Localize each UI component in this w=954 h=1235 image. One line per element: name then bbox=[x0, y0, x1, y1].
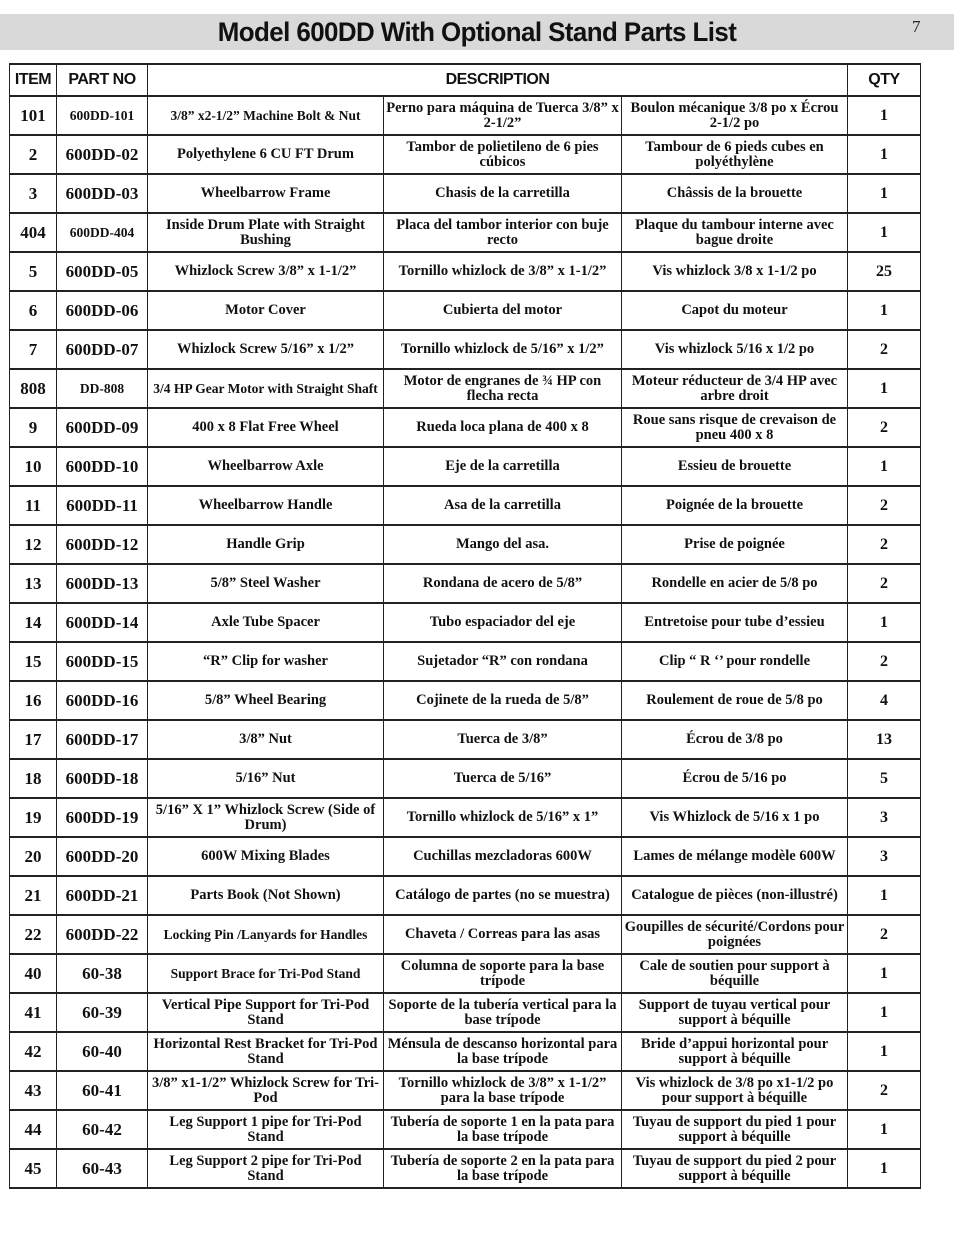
table-row bbox=[10, 1032, 921, 1071]
part-number-cell: 600DD-07 bbox=[57, 330, 148, 369]
quantity-cell: 3 bbox=[848, 837, 921, 876]
description-english-cell: Handle Grip bbox=[148, 525, 384, 564]
table-row bbox=[10, 681, 921, 720]
description-spanish-cell: Cuchillas mezcladoras 600W bbox=[384, 837, 622, 876]
description-english-cell: Inside Drum Plate with Straight Bushing bbox=[148, 213, 384, 252]
description-spanish-cell: Placa del tambor interior con buje recto bbox=[384, 213, 622, 252]
description-french-cell: Tuyau de support du pied 2 pour support à béquille bbox=[622, 1149, 848, 1188]
item-cell: 9 bbox=[10, 408, 57, 447]
description-spanish-cell: Chaveta / Correas para las asas bbox=[384, 915, 622, 954]
description-spanish-cell: Rondana de acero de 5/8” bbox=[384, 564, 622, 603]
item-cell: 18 bbox=[10, 759, 57, 798]
item-cell: 16 bbox=[10, 681, 57, 720]
description-spanish-cell: Perno para máquina de Tuerca 3/8” x 2-1/2” bbox=[384, 96, 622, 135]
quantity-cell: 2 bbox=[848, 915, 921, 954]
description-french-cell: Rondelle en acier de 5/8 po bbox=[622, 564, 848, 603]
item-cell: 42 bbox=[10, 1032, 57, 1071]
item-cell: 7 bbox=[10, 330, 57, 369]
item-cell: 45 bbox=[10, 1149, 57, 1188]
description-french-cell: Écrou de 5/16 po bbox=[622, 759, 848, 798]
description-english-cell: Whizlock Screw 5/16” x 1/2” bbox=[148, 330, 384, 369]
quantity-cell: 4 bbox=[848, 681, 921, 720]
description-english-cell: “R” Clip for washer bbox=[148, 642, 384, 681]
part-number-cell: 60-39 bbox=[57, 993, 148, 1032]
part-number-cell: 600DD-15 bbox=[57, 642, 148, 681]
item-cell: 15 bbox=[10, 642, 57, 681]
description-english-cell: Wheelbarrow Axle bbox=[148, 447, 384, 486]
table-row bbox=[10, 213, 921, 252]
item-cell: 20 bbox=[10, 837, 57, 876]
table-row bbox=[10, 564, 921, 603]
quantity-cell: 1 bbox=[848, 876, 921, 915]
description-french-cell: Catalogue de pièces (non-illustré) bbox=[622, 876, 848, 915]
description-french-cell: Support de tuyau vertical pour support à béquille bbox=[622, 993, 848, 1032]
quantity-cell: 1 bbox=[848, 291, 921, 330]
quantity-cell: 2 bbox=[848, 486, 921, 525]
description-spanish-cell: Tambor de polietileno de 6 pies cúbicos bbox=[384, 135, 622, 174]
item-cell: 17 bbox=[10, 720, 57, 759]
item-cell: 22 bbox=[10, 915, 57, 954]
item-cell: 101 bbox=[10, 96, 57, 135]
description-spanish-cell: Tubería de soporte 2 en la pata para la base trípode bbox=[384, 1149, 622, 1188]
description-french-cell: Roulement de roue de 5/8 po bbox=[622, 681, 848, 720]
table-row bbox=[10, 837, 921, 876]
description-french-cell: Clip “ R ‘’ pour rondelle bbox=[622, 642, 848, 681]
description-spanish-cell: Asa de la carretilla bbox=[384, 486, 622, 525]
description-french-cell: Entretoise pour tube d’essieu bbox=[622, 603, 848, 642]
quantity-cell: 1 bbox=[848, 954, 921, 993]
description-french-cell: Vis whizlock de 3/8 po x1-1/2 po pour support à béquille bbox=[622, 1071, 848, 1110]
description-french-cell: Châssis de la brouette bbox=[622, 174, 848, 213]
page-title: Model 600DD With Optional Stand Parts List bbox=[217, 17, 737, 47]
item-cell: 44 bbox=[10, 1110, 57, 1149]
part-number-cell: DD-808 bbox=[57, 369, 148, 408]
table-row bbox=[10, 408, 921, 447]
description-english-cell: 5/16” Nut bbox=[148, 759, 384, 798]
part-number-cell: 600DD-101 bbox=[57, 96, 148, 135]
description-spanish-cell: Chasis de la carretilla bbox=[384, 174, 622, 213]
description-french-cell: Tuyau de support du pied 1 pour support à béquille bbox=[622, 1110, 848, 1149]
part-number-cell: 60-42 bbox=[57, 1110, 148, 1149]
table-row bbox=[10, 1149, 921, 1188]
quantity-cell: 2 bbox=[848, 1071, 921, 1110]
description-french-cell: Tambour de 6 pieds cubes en polyéthylène bbox=[622, 135, 848, 174]
description-french-cell: Plaque du tambour interne avec bague droite bbox=[622, 213, 848, 252]
part-number-cell: 600DD-10 bbox=[57, 447, 148, 486]
table-row bbox=[10, 1110, 921, 1149]
description-spanish-cell: Cubierta del motor bbox=[384, 291, 622, 330]
description-english-cell: Motor Cover bbox=[148, 291, 384, 330]
quantity-cell: 13 bbox=[848, 720, 921, 759]
description-french-cell: Roue sans risque de crevaison de pneu 400 x 8 bbox=[622, 408, 848, 447]
item-cell: 2 bbox=[10, 135, 57, 174]
description-english-cell: Horizontal Rest Bracket for Tri-Pod Stand bbox=[148, 1032, 384, 1071]
parts-table bbox=[9, 63, 921, 1189]
table-row bbox=[10, 486, 921, 525]
part-number-cell: 600DD-02 bbox=[57, 135, 148, 174]
quantity-cell: 2 bbox=[848, 642, 921, 681]
table-row bbox=[10, 174, 921, 213]
description-spanish-cell: Rueda loca plana de 400 x 8 bbox=[384, 408, 622, 447]
item-cell: 11 bbox=[10, 486, 57, 525]
description-spanish-cell: Tubo espaciador del eje bbox=[384, 603, 622, 642]
description-english-cell: 3/8” x1-1/2” Whizlock Screw for Tri-Pod bbox=[148, 1071, 384, 1110]
part-number-cell: 600DD-19 bbox=[57, 798, 148, 837]
description-english-cell: Vertical Pipe Support for Tri-Pod Stand bbox=[148, 993, 384, 1032]
item-cell: 14 bbox=[10, 603, 57, 642]
description-english-cell: Polyethylene 6 CU FT Drum bbox=[148, 135, 384, 174]
description-french-cell: Bride d’appui horizontal pour support à béquille bbox=[622, 1032, 848, 1071]
quantity-cell: 1 bbox=[848, 603, 921, 642]
description-english-cell: Wheelbarrow Handle bbox=[148, 486, 384, 525]
quantity-cell: 2 bbox=[848, 564, 921, 603]
description-english-cell: Whizlock Screw 3/8” x 1-1/2” bbox=[148, 252, 384, 291]
table-row bbox=[10, 369, 921, 408]
quantity-cell: 1 bbox=[848, 96, 921, 135]
part-number-cell: 600DD-18 bbox=[57, 759, 148, 798]
description-spanish-cell: Ménsula de descanso horizontal para la base trípode bbox=[384, 1032, 622, 1071]
table-row bbox=[10, 915, 921, 954]
description-english-cell: Wheelbarrow Frame bbox=[148, 174, 384, 213]
description-french-cell: Essieu de brouette bbox=[622, 447, 848, 486]
quantity-cell: 1 bbox=[848, 213, 921, 252]
description-english-cell: 600W Mixing Blades bbox=[148, 837, 384, 876]
description-spanish-cell: Tornillo whizlock de 3/8” x 1-1/2” bbox=[384, 252, 622, 291]
quantity-cell: 1 bbox=[848, 369, 921, 408]
quantity-cell: 1 bbox=[848, 1032, 921, 1071]
item-cell: 808 bbox=[10, 369, 57, 408]
table-header-row bbox=[10, 64, 921, 96]
description-spanish-cell: Tuerca de 3/8” bbox=[384, 720, 622, 759]
part-number-cell: 60-43 bbox=[57, 1149, 148, 1188]
table-row bbox=[10, 96, 921, 135]
description-french-cell: Prise de poignée bbox=[622, 525, 848, 564]
description-french-cell: Poignée de la brouette bbox=[622, 486, 848, 525]
description-english-cell: 5/16” X 1” Whizlock Screw (Side of Drum) bbox=[148, 798, 384, 837]
description-french-cell: Vis whizlock 3/8 x 1-1/2 po bbox=[622, 252, 848, 291]
part-number-cell: 600DD-12 bbox=[57, 525, 148, 564]
part-number-cell: 60-40 bbox=[57, 1032, 148, 1071]
description-english-cell: 5/8” Steel Washer bbox=[148, 564, 384, 603]
table-row bbox=[10, 759, 921, 798]
description-french-cell: Goupilles de sécurité/Cordons pour poignées bbox=[622, 915, 848, 954]
column-header-part-no: PART NO bbox=[57, 64, 148, 96]
quantity-cell: 1 bbox=[848, 993, 921, 1032]
part-number-cell: 600DD-11 bbox=[57, 486, 148, 525]
quantity-cell: 1 bbox=[848, 447, 921, 486]
table-row bbox=[10, 876, 921, 915]
part-number-cell: 600DD-14 bbox=[57, 603, 148, 642]
quantity-cell: 2 bbox=[848, 330, 921, 369]
description-french-cell: Vis whizlock 5/16 x 1/2 po bbox=[622, 330, 848, 369]
part-number-cell: 60-41 bbox=[57, 1071, 148, 1110]
description-spanish-cell: Tuerca de 5/16” bbox=[384, 759, 622, 798]
column-header-description: DESCRIPTION bbox=[148, 64, 848, 96]
column-header-qty: QTY bbox=[848, 64, 921, 96]
table-row bbox=[10, 954, 921, 993]
item-cell: 43 bbox=[10, 1071, 57, 1110]
part-number-cell: 600DD-404 bbox=[57, 213, 148, 252]
description-spanish-cell: Tubería de soporte 1 en la pata para la base trípode bbox=[384, 1110, 622, 1149]
quantity-cell: 1 bbox=[848, 135, 921, 174]
table-row bbox=[10, 720, 921, 759]
page-number: 7 bbox=[912, 17, 921, 36]
table-row bbox=[10, 525, 921, 564]
column-header-item: ITEM bbox=[10, 64, 57, 96]
item-cell: 21 bbox=[10, 876, 57, 915]
description-english-cell: 400 x 8 Flat Free Wheel bbox=[148, 408, 384, 447]
description-english-cell: Leg Support 1 pipe for Tri-Pod Stand bbox=[148, 1110, 384, 1149]
description-english-cell: Locking Pin /Lanyards for Handles bbox=[148, 915, 384, 954]
description-english-cell: Parts Book (Not Shown) bbox=[148, 876, 384, 915]
description-english-cell: Axle Tube Spacer bbox=[148, 603, 384, 642]
quantity-cell: 1 bbox=[848, 1149, 921, 1188]
part-number-cell: 600DD-09 bbox=[57, 408, 148, 447]
table-row bbox=[10, 993, 921, 1032]
description-spanish-cell: Catálogo de partes (no se muestra) bbox=[384, 876, 622, 915]
item-cell: 10 bbox=[10, 447, 57, 486]
table-row bbox=[10, 798, 921, 837]
item-cell: 13 bbox=[10, 564, 57, 603]
table-row bbox=[10, 135, 921, 174]
quantity-cell: 2 bbox=[848, 525, 921, 564]
part-number-cell: 600DD-13 bbox=[57, 564, 148, 603]
item-cell: 19 bbox=[10, 798, 57, 837]
description-spanish-cell: Columna de soporte para la base trípode bbox=[384, 954, 622, 993]
table-row bbox=[10, 1071, 921, 1110]
table-row bbox=[10, 642, 921, 681]
part-number-cell: 600DD-16 bbox=[57, 681, 148, 720]
part-number-cell: 600DD-05 bbox=[57, 252, 148, 291]
description-spanish-cell: Cojinete de la rueda de 5/8” bbox=[384, 681, 622, 720]
quantity-cell: 3 bbox=[848, 798, 921, 837]
part-number-cell: 600DD-17 bbox=[57, 720, 148, 759]
item-cell: 5 bbox=[10, 252, 57, 291]
description-english-cell: 3/8” Nut bbox=[148, 720, 384, 759]
part-number-cell: 600DD-22 bbox=[57, 915, 148, 954]
quantity-cell: 25 bbox=[848, 252, 921, 291]
description-spanish-cell: Tornillo whizlock de 5/16” x 1” bbox=[384, 798, 622, 837]
item-cell: 404 bbox=[10, 213, 57, 252]
description-english-cell: 5/8” Wheel Bearing bbox=[148, 681, 384, 720]
table-row bbox=[10, 291, 921, 330]
parts-table-body bbox=[10, 96, 921, 1188]
description-english-cell: Leg Support 2 pipe for Tri-Pod Stand bbox=[148, 1149, 384, 1188]
description-spanish-cell: Mango del asa. bbox=[384, 525, 622, 564]
part-number-cell: 600DD-03 bbox=[57, 174, 148, 213]
description-english-cell: 3/8” x2-1/2” Machine Bolt & Nut bbox=[148, 96, 384, 135]
table-row bbox=[10, 447, 921, 486]
description-french-cell: Cale de soutien pour support à béquille bbox=[622, 954, 848, 993]
quantity-cell: 2 bbox=[848, 408, 921, 447]
description-english-cell: 3/4 HP Gear Motor with Straight Shaft bbox=[148, 369, 384, 408]
description-spanish-cell: Eje de la carretilla bbox=[384, 447, 622, 486]
table-row bbox=[10, 252, 921, 291]
description-french-cell: Écrou de 3/8 po bbox=[622, 720, 848, 759]
item-cell: 3 bbox=[10, 174, 57, 213]
item-cell: 41 bbox=[10, 993, 57, 1032]
description-french-cell: Boulon mécanique 3/8 po x Écrou 2-1/2 po bbox=[622, 96, 848, 135]
part-number-cell: 60-38 bbox=[57, 954, 148, 993]
quantity-cell: 1 bbox=[848, 174, 921, 213]
item-cell: 6 bbox=[10, 291, 57, 330]
description-french-cell: Lames de mélange modèle 600W bbox=[622, 837, 848, 876]
item-cell: 40 bbox=[10, 954, 57, 993]
quantity-cell: 1 bbox=[848, 1110, 921, 1149]
part-number-cell: 600DD-21 bbox=[57, 876, 148, 915]
part-number-cell: 600DD-06 bbox=[57, 291, 148, 330]
description-spanish-cell: Tornillo whizlock de 3/8” x 1-1/2” para la base trípode bbox=[384, 1071, 622, 1110]
quantity-cell: 5 bbox=[848, 759, 921, 798]
table-row bbox=[10, 603, 921, 642]
description-french-cell: Vis Whizlock de 5/16 x 1 po bbox=[622, 798, 848, 837]
description-spanish-cell: Soporte de la tubería vertical para la base trípode bbox=[384, 993, 622, 1032]
description-french-cell: Capot du moteur bbox=[622, 291, 848, 330]
description-spanish-cell: Motor de engranes de ¾ HP con flecha recta bbox=[384, 369, 622, 408]
description-spanish-cell: Tornillo whizlock de 5/16” x 1/2” bbox=[384, 330, 622, 369]
description-french-cell: Moteur réducteur de 3/4 HP avec arbre droit bbox=[622, 369, 848, 408]
description-english-cell: Support Brace for Tri-Pod Stand bbox=[148, 954, 384, 993]
item-cell: 12 bbox=[10, 525, 57, 564]
description-spanish-cell: Sujetador “R” con rondana bbox=[384, 642, 622, 681]
table-row bbox=[10, 330, 921, 369]
part-number-cell: 600DD-20 bbox=[57, 837, 148, 876]
